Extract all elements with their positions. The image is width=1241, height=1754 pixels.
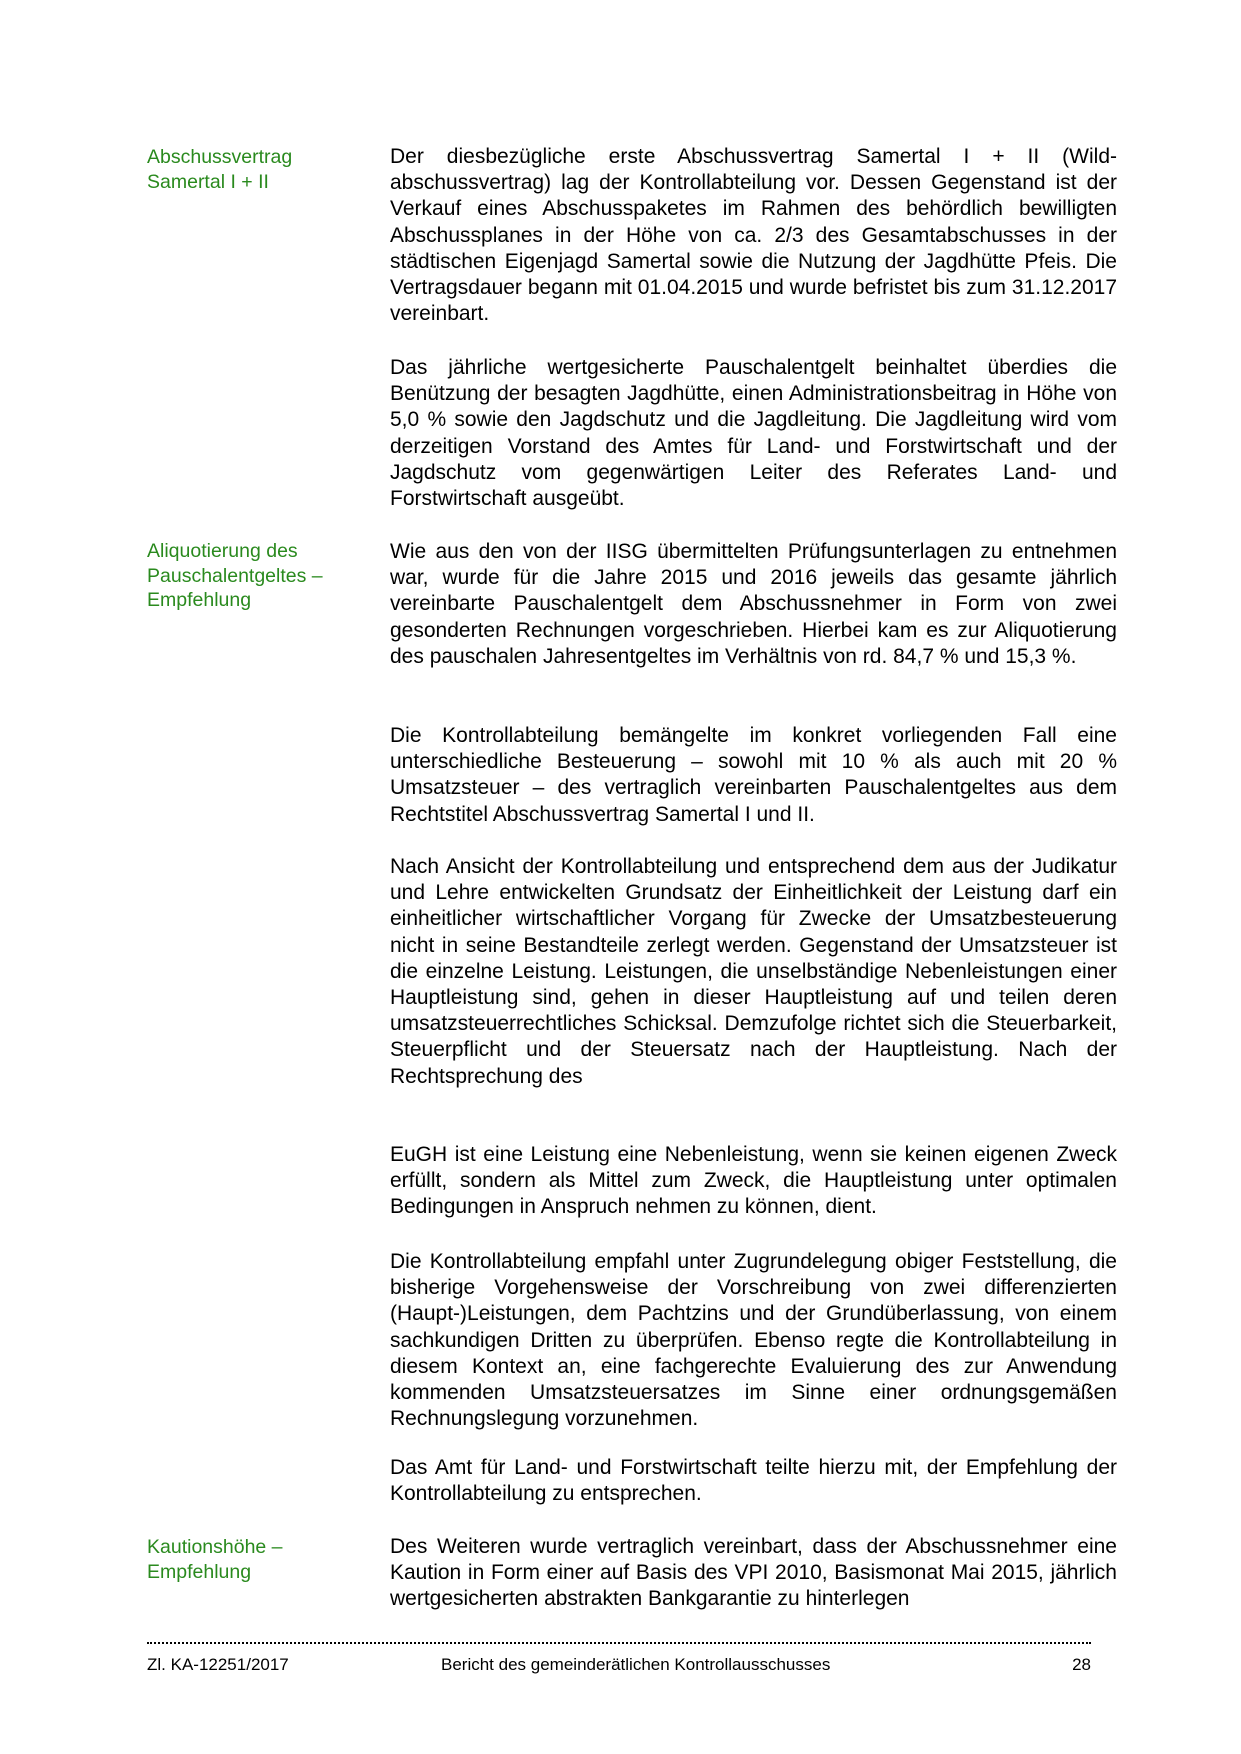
footer-title: Bericht des gemeinderätlichen Kontrollausschusses (441, 1655, 831, 1674)
paragraph-4 (390, 723, 1117, 828)
paragraph-text: Die Kontrollabteilung empfahl unter Zugrundelegung obiger Feststellung, die bisherige Vorgehensweise der Vorschreibung von zwei differenzierten (Haupt-)Leistungen, dem Pachtzins und der Grundüberlassung, von einem sachkundigen Dritten zu überprüfen. Ebenso regte die Kontrollabteilung in diesem Kontext an, eine fachgerechte Evaluierung des zur Anwendung kommenden Umsatzsteuersatzes im Sinne einer ordnungsgemäßen Rechnungslegung vorzunehmen. (390, 1250, 1117, 1431)
paragraph-1 (390, 144, 1117, 327)
paragraph-text: Der diesbezügliche erste Abschussvertrag Samertal I + II (Wildabschussvertrag) lag der Kontrollabteilung vor. Dessen Gegenstand ist der Verkauf eines Abschusspaketes im Rahmen des behördlich bewilligten Abschussplanes in der Höhe von ca. 2/3 des Gesamtabschusses in der städtischen Eigenjagd Samertal sowie die Nutzung der Jagdhütte Pfeis. Die Vertragsdauer begann mit 01.04.2015 und wurde befristet bis zum 31.12.2017 vereinbart. (390, 145, 1117, 326)
paragraph-text: EuGH ist eine Leistung eine Nebenleistung, wenn sie keinen eigenen Zweck erfüllt, sondern als Mittel zum Zweck, die Hauptleistung unter optimalen Bedingungen in Anspruch nehmen zu können, dient. (390, 1143, 1117, 1219)
paragraph-text: Das Amt für Land- und Forstwirtschaft teilte hierzu mit, der Empfehlung der Kontrollabteilung zu entsprechen. (390, 1456, 1117, 1506)
paragraph-2 (390, 355, 1117, 512)
paragraph-5 (390, 854, 1117, 1090)
paragraph-text: Des Weiteren wurde vertraglich vereinbart, dass der Abschussnehmer eine Kaution in Form einer auf Basis des VPI 2010, Basismonat Mai 2015, jährlich wertgesicherten abstrakten Bankgarantie zu hinterlegen (390, 1535, 1117, 1611)
footer-reference: Zl. KA-12251/2017 (147, 1655, 289, 1674)
paragraph-text: Das jährliche wertgesicherte Pauschalentgelt beinhaltet überdies die Benützung der besagten Jagdhütte, einen Administrationsbeitrag in Höhe von 5,0 % sowie den Jagdschutz und die Jagdleitung. Die Jagdleitung wird vom derzeitigen Vorstand des Amtes für Land- und Forstwirtschaft und der Jagdschutz vom gegenwärtigen Leiter des Referates Land- und Forstwirtschaft ausgeübt. (390, 356, 1117, 511)
margin-label-kautionshoehe (147, 1535, 347, 1584)
page-number: 28 (1072, 1655, 1091, 1674)
paragraph-7 (390, 1249, 1117, 1432)
paragraph-8 (390, 1455, 1117, 1507)
margin-label-text: Kautionshöhe – Empfehlung (147, 1536, 283, 1583)
footer-dotted-rule (147, 1628, 1091, 1648)
paragraph-3 (390, 539, 1117, 670)
margin-label-aliquotierung (147, 539, 347, 613)
paragraph-9 (390, 1534, 1117, 1613)
margin-label-abschussvertrag (147, 145, 347, 194)
dotted-line (147, 1628, 1091, 1644)
paragraph-text: Die Kontrollabteilung bemängelte im konkret vorliegenden Fall eine unterschiedliche Besteuerung – sowohl mit 10 % als auch mit 20 % Umsatzsteuer – des vertraglich vereinbarten Pauschalentgeltes aus dem Rechtstitel Abschussvertrag Samertal I und II. (390, 724, 1117, 826)
margin-label-text: Aliquotierung des Pauschalentgeltes – Empfehlung (147, 540, 323, 611)
paragraph-text: Wie aus den von der IISG übermittelten Prüfungsunterlagen zu entnehmen war, wurde für die Jahre 2015 und 2016 jeweils das gesamte jährlich vereinbarte Pauschalentgelt dem Abschussnehmer in Form von zwei gesonderten Rechnungen vorgeschrieben. Hierbei kam es zur Aliquotierung des pauschalen Jahresentgeltes im Verhältnis von rd. 84,7 % und 15,3 %. (390, 540, 1117, 668)
paragraph-6 (390, 1142, 1117, 1221)
margin-label-text: Abschussvertrag Samertal I + II (147, 146, 293, 193)
paragraph-text: Nach Ansicht der Kontrollabteilung und entsprechend dem aus der Judikatur und Lehre entwickelten Grundsatz der Einheitlichkeit der Leistung darf ein einheitlicher wirtschaftlicher Vorgang für Zwecke der Umsatzbesteuerung nicht in seine Bestandteile zerlegt werden. Gegenstand der Umsatzsteuer ist die einzelne Leistung. Leistungen, die unselbständige Nebenleistungen einer Hauptleistung sind, gehen in dieser Hauptleistung auf und teilen deren umsatzsteuerrechtliches Schicksal. Demzufolge richtet sich die Steuerbarkeit, Steuerpflicht und der Steuersatz nach der Hauptleistung. Nach der Rechtsprechung des (390, 855, 1117, 1088)
